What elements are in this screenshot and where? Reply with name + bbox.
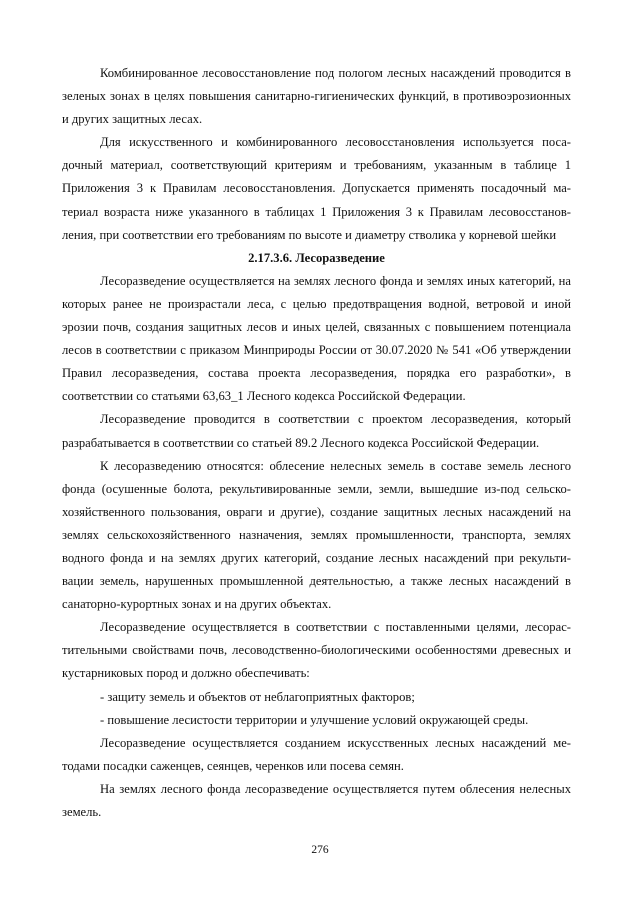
paragraph-afforestation-goals: Лесоразведение осуществляется в соответствии с поставленными целями, лесорастительными свойствами почв, лесоводственно-биологическими особенностями древесных и кустарниковых пород и должно обеспечивать: [62, 620, 571, 681]
paragraph-combined-reforestation: Комбинированное лесовосстановление под пологом лесных насаждений проводится в зеленых зонах в целях повышения санитарно-гигиенических функций, в противоэрозионных и других защитных лесах. [62, 66, 571, 127]
paragraph-afforestation-definition: Лесоразведение осуществляется на землях лесного фонда и землях иных категорий, на которых ранее не произрастали леса, с целью предотвращения водной, ветровой и иной эрозии почв, создания защитных лесов и иных целей, связанных с повышением потенциала лесов в соответствии с приказом Минприроды России от 30.07.2020 № 541 «Об утверждении Правил лесоразведения, состава проекта лесоразведения, порядка его разработки», в соответствии со статьями 63,63_1 Лесного кодекса Российской Федерации. [62, 273, 571, 404]
page-number: 276 [311, 844, 329, 856]
paragraph-planting-material: Для искусственного и комбинированного лесовосстановления используется посадочный материал, соответствующий критериям и требованиям, указанным в таблице 1 Приложения 3 к Правилам лесовосстановления. Допускается применять посадочный материал возраста ниже указанного в таблицах 1 Приложения 3 к Правилам лесовосстановления, при соответствии его требованиям по высоте и диаметру стволика у корневой шейки [62, 135, 571, 242]
paragraph-forest-fund-afforestation: На землях лесного фонда лесоразведение осуществляется путем облесения нелесных земель. [62, 781, 571, 819]
paragraph-afforestation-types: К лесоразведению относятся: облесение нелесных земель в составе земель лесного фонда (осушенные болота, рекультивированные земли, земли, вышедшие из-под сельскохозяйственного пользования, овраги и другие), создание защитных лесных насаждений на землях сельскохозяйственного назначения, землях промышленности, транспорта, землях водного фонда и на землях других категорий, создание лесных насаждений при рекультивации земель, нарушенных промышленной деятельностью, а также лесных насаждений в санаторно-курортных зонах и на других объектах. [62, 458, 571, 612]
list-item-forest-cover: - повышение лесистости территории и улучшение условий окружающей среды. [100, 712, 529, 727]
paragraph-afforestation-project: Лесоразведение проводится в соответствии с проектом лесоразведения, который разрабатывается в соответствии со статьей 89.2 Лесного кодекса Российской Федерации. [62, 412, 571, 450]
list-item-land-protection: - защиту земель и объектов от неблагоприятных факторов; [100, 689, 415, 704]
section-heading: 2.17.3.6. Лесоразведение [248, 250, 385, 265]
document-page [62, 62, 571, 824]
paragraph-afforestation-methods: Лесоразведение осуществляется созданием искусственных лесных насаждений методами посадки саженцев, сеянцев, черенков или посева семян. [62, 735, 571, 773]
